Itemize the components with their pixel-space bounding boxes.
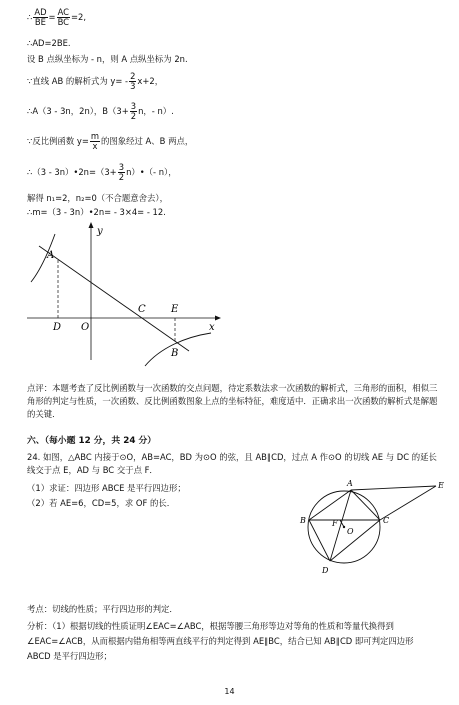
fraction-2-3: $\frac{2}{3}$ bbox=[130, 71, 136, 91]
therefore-symbol: ∴ bbox=[27, 12, 33, 22]
fraction-3-2: $\frac{3}{2}$ bbox=[130, 101, 137, 121]
line-solutions: 解得 n₁=2，n₂=0（不合题意舍去）， bbox=[27, 193, 168, 203]
label-d2: D bbox=[322, 566, 329, 575]
line-equation: ∴（3 - 3n）•2n=（3+ $\frac{3}{2}$ n）•（- n）， bbox=[27, 162, 177, 182]
label-f2: F bbox=[332, 519, 338, 528]
question-24-part1: （1）求证：四边形 ABCE 是平行四边形； bbox=[27, 483, 186, 493]
label-e2: E bbox=[438, 481, 444, 490]
label-b: B bbox=[171, 348, 179, 359]
line-ab bbox=[39, 246, 189, 351]
label-c: C bbox=[138, 304, 146, 315]
segment-ec bbox=[380, 486, 436, 520]
segment-ae bbox=[351, 486, 436, 490]
line-points-ab: ∴A（3 - 3n，2n），B（3+ $\frac{3}{2}$ n，- n）. bbox=[27, 101, 174, 121]
question-24-stem: 24. 如图，△ABC 内接于⊙O，AB=AC，BD 为⊙O 的弦，且 AB∥CD，过点 A 作⊙O 的切线 AE 与 DC 的延长线交于点 E，AD 与 BC 交于点 F． bbox=[27, 452, 437, 475]
line-ratio: ∴ $\frac{AD}{BE}$ = $\frac{AC}{BC}$ =2, bbox=[27, 7, 87, 27]
label-d: D bbox=[53, 322, 62, 333]
comment-paragraph: 点评：本题考查了反比例函数与一次函数的交点问题，待定系数法求一次函数的解析式，三角形的面积，相似三角形的判定与性质，一次函数、反比例函数图象上点的坐标特征，难度适中．正确求出一次函数的解析式是解题的关键． bbox=[27, 383, 438, 419]
label-y: y bbox=[97, 226, 103, 237]
line-ad-2be: ∴AD=2BE. bbox=[27, 38, 71, 48]
section-title: 六、（每小题 12 分，共 24 分） bbox=[27, 436, 157, 446]
segment-ac bbox=[351, 490, 380, 520]
circle-geometry-figure bbox=[296, 476, 446, 582]
label-x: x bbox=[209, 322, 215, 333]
fraction-m-x: $\frac{m}{x}$ bbox=[90, 131, 100, 151]
label-b2: B bbox=[300, 516, 306, 525]
fenxi-paragraph: 分析：（1）根据切线的性质证明∠EAC=∠ABC，根据等腰三角形等边对等角的性质和等量代换得到∠EAC=∠ACB，从而根据内错角相等两直线平行的判定得到 AE∥BC，结合已知 AB∥CD 即可判定四边形 ABCD 是平行四边形； bbox=[27, 621, 414, 661]
center-point-o bbox=[343, 526, 345, 528]
y-axis-arrow bbox=[89, 222, 94, 228]
line-set-coords: 设 B 点纵坐标为 - n，则 A 点纵坐标为 2n. bbox=[27, 54, 188, 64]
line-inverse-func: ∵反比例函数 y= $\frac{m}{x}$ 的图象经过 A、B 两点， bbox=[27, 131, 194, 151]
x-axis-arrow bbox=[215, 316, 221, 321]
segment-bd bbox=[309, 520, 330, 561]
line-linear-eq: ∵直线 AB 的解析式为 y= - $\frac{2}{3}$ x+2， bbox=[27, 71, 164, 91]
fraction-ac-bc: $\frac{AC}{BC}$ bbox=[57, 7, 70, 27]
label-o2: O bbox=[347, 527, 354, 536]
kaodian-line: 考点：切线的性质；平行四边形的判定． bbox=[27, 604, 178, 614]
fraction-ad-be: $\frac{AD}{BE}$ bbox=[34, 7, 47, 27]
label-a2: A bbox=[347, 479, 353, 488]
label-e: E bbox=[171, 304, 179, 315]
function-graph-figure bbox=[25, 220, 225, 370]
label-a: A bbox=[47, 250, 55, 261]
question-24-part2: （2）若 AE=6，CD=5，求 OF 的长． bbox=[27, 498, 176, 508]
label-c2: C bbox=[383, 516, 390, 525]
page-number: 14 bbox=[224, 687, 235, 696]
line-m-value: ∴m=（3 - 3n）•2n= - 3×4= - 12. bbox=[27, 207, 166, 217]
label-o: O bbox=[81, 322, 90, 333]
fraction-3-2b: $\frac{3}{2}$ bbox=[118, 162, 125, 182]
